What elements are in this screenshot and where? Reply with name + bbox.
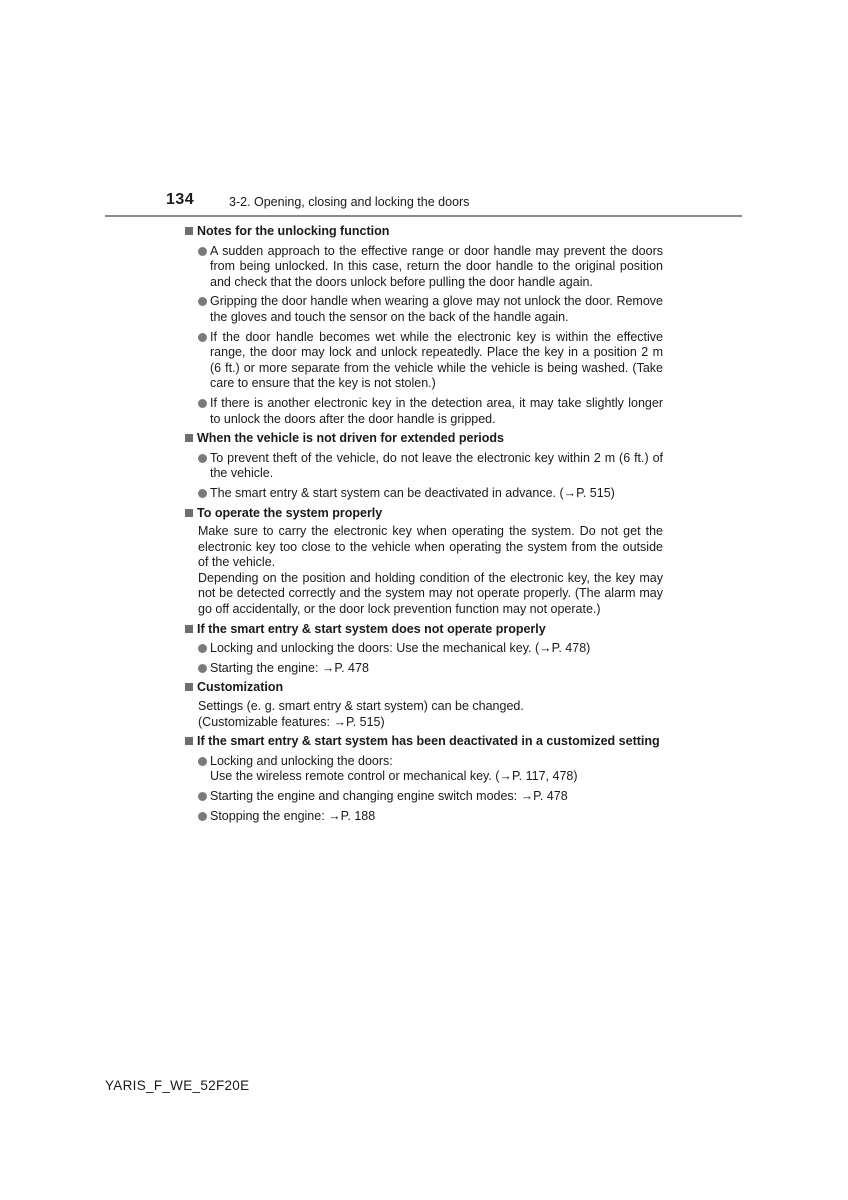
circle-bullet-icon [198,664,207,673]
bullet-item: Starting the engine: →P. 478 [185,661,663,677]
circle-bullet-icon [198,644,207,653]
circle-bullet-icon [198,333,207,342]
bullet-item: The smart entry & start system can be deactivated in advance. (→P. 515) [185,486,663,502]
square-bullet-icon [185,434,193,442]
body-paragraph: Depending on the position and holding condition of the electronic key, the key may not be detected correctly and the system may not operate properly. (The alarm may go off accidentally, or the door lock prevention function may not operate.) [198,570,663,617]
section-heading: When the vehicle is not driven for extended periods [185,431,663,447]
bullet-item: Locking and unlocking the doors: Use the wireless remote control or mechanical key. (→P. 117, 478) [185,754,663,785]
square-bullet-icon [185,683,193,691]
bullet-item: Stopping the engine: →P. 188 [185,809,663,825]
bullet-item: To prevent theft of the vehicle, do not leave the electronic key within 2 m (6 ft.) of the vehicle. [185,451,663,482]
bullet-item: Starting the engine and changing engine switch modes: →P. 478 [185,789,663,805]
section-heading: To operate the system properly [185,506,663,522]
page-content [185,224,663,824]
square-bullet-icon [185,509,193,517]
circle-bullet-icon [198,297,207,306]
bullet-item: A sudden approach to the effective range or door handle may prevent the doors from being unlocked. In this case, return the door handle to the original position and check that the doors unlock before pulling the door handle again. [185,244,663,291]
circle-bullet-icon [198,757,207,766]
circle-bullet-icon [198,247,207,256]
page-number: 134 [166,191,195,208]
bullet-item: If there is another electronic key in the detection area, it may take slightly longer to unlock the doors after the door handle is gripped. [185,396,663,427]
header-rule [105,215,742,217]
bullet-item: Locking and unlocking the doors: Use the mechanical key. (→P. 478) [185,641,663,657]
section-heading: Customization [185,680,663,696]
circle-bullet-icon [198,812,207,821]
circle-bullet-icon [198,399,207,408]
circle-bullet-icon [198,792,207,801]
square-bullet-icon [185,625,193,633]
section-heading: If the smart entry & start system does not operate properly [185,622,663,638]
square-bullet-icon [185,737,193,745]
section-heading: If the smart entry & start system has been deactivated in a customized setting [185,734,663,750]
square-bullet-icon [185,227,193,235]
body-paragraph: (Customizable features: →P. 515) [198,714,385,729]
footer-code: YARIS_F_WE_52F20E [105,1078,250,1093]
body-paragraph: Make sure to carry the electronic key when operating the system. Do not get the electronic key too close to the vehicle when operating the system from the outside of the vehicle. [198,524,663,570]
bullet-item: If the door handle becomes wet while the electronic key is within the effective range, the door may lock and unlock repeatedly. Place the key in a position 2 m (6 ft.) or more separate from the vehicle while the vehicle is being washed. (Take care to ensure that the key is not stolen.) [185,330,663,392]
body-paragraph: Settings (e. g. smart entry & start system) can be changed. [198,699,524,714]
circle-bullet-icon [198,454,207,463]
bullet-item: Gripping the door handle when wearing a glove may not unlock the door. Remove the gloves and touch the sensor on the back of the handle again. [185,294,663,325]
section-title: 3-2. Opening, closing and locking the doors [229,195,470,209]
section-heading: Notes for the unlocking function [185,224,663,240]
circle-bullet-icon [198,489,207,498]
